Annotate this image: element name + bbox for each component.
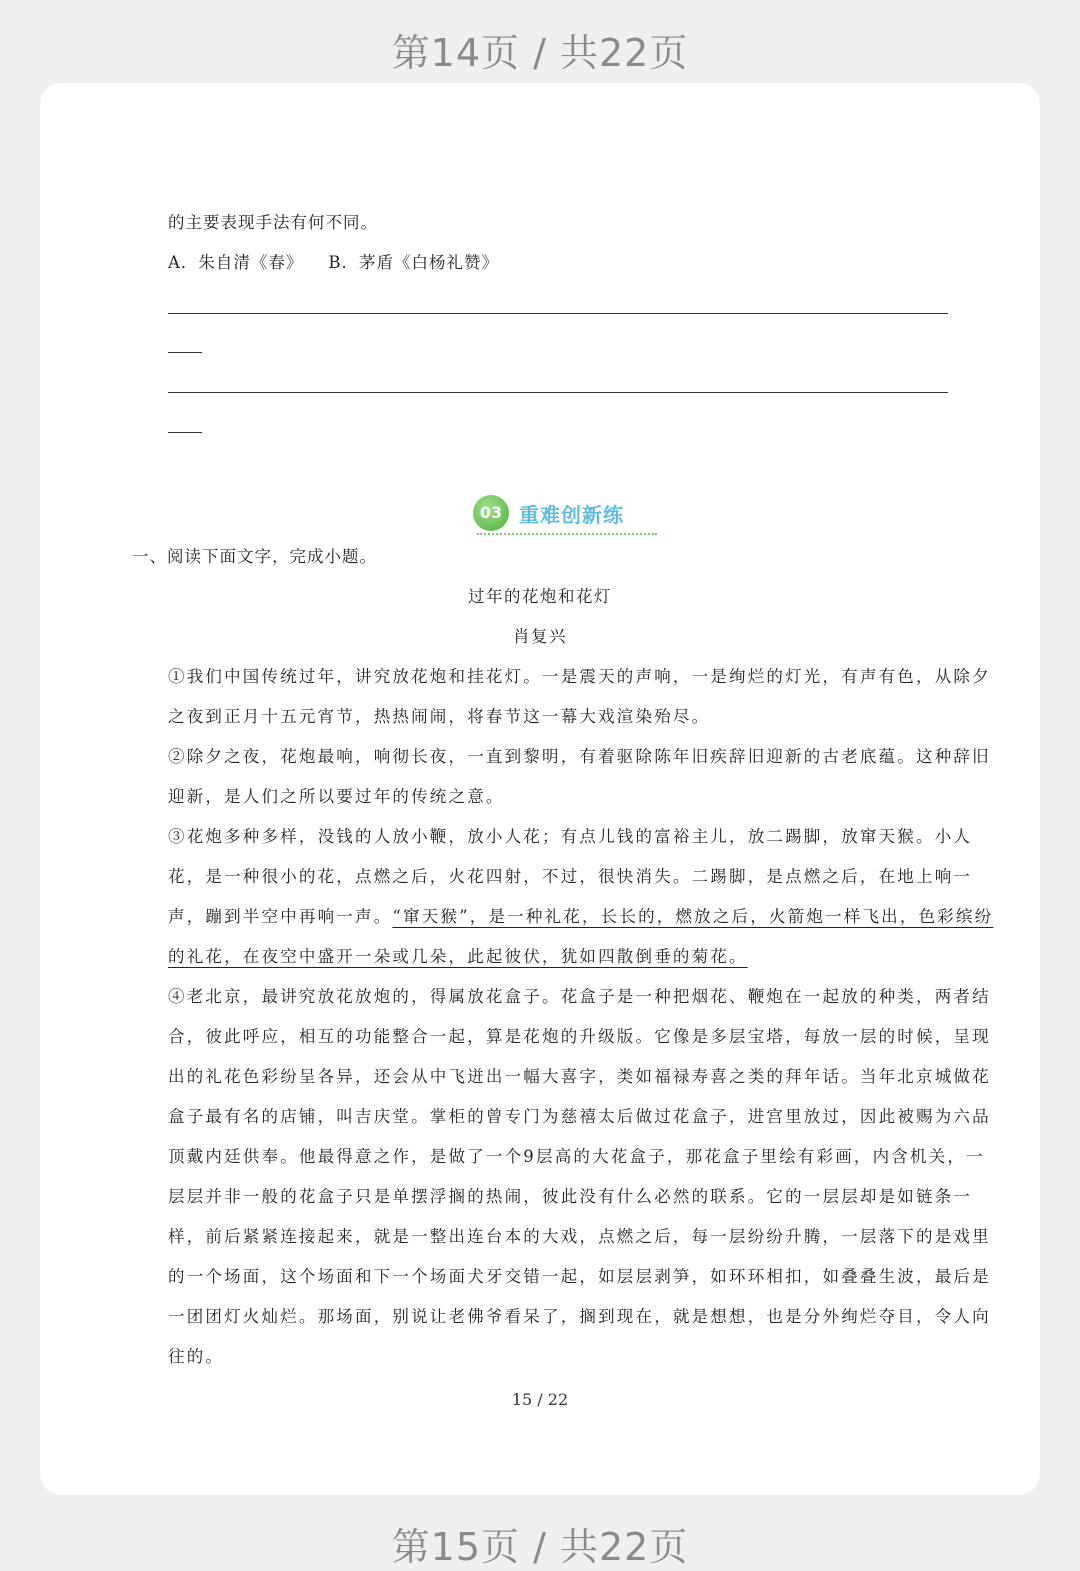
text-line: 往的。: [168, 1347, 225, 1366]
options-line: A．朱自清《春》 B．茅盾《白杨礼赞》: [168, 253, 500, 272]
text-line: 的一个场面，这个场面和下一个场面犬牙交错一起，如层层剥笋，如环环相扣，如叠叠生波，最后是: [168, 1267, 991, 1286]
answer-line-2: [168, 392, 948, 393]
section-number: 03: [473, 495, 509, 531]
text-line: 样，前后紧紧连接起来，就是一整出连台本的大戏，点燃之后，每一层纷纷升腾，一层落下的是戏里: [168, 1227, 991, 1246]
answer-line-1-end: [168, 352, 202, 353]
text-line: 盒子最有名的店铺，叫吉庆堂。掌柜的曾专门为慈禧太后做过花盒子，进宫里放过，因此被赐为六品: [168, 1107, 991, 1126]
section-title: 重难创新练: [519, 503, 624, 527]
text-line: ②除夕之夜，花炮最响，响彻长夜，一直到黎明，有着驱除陈年旧疾辞旧迎新的古老底蕴。这种辞旧: [168, 747, 991, 766]
text-line: 之夜到正月十五元宵节，热热闹闹，将春节这一幕大戏渲染殆尽。: [168, 707, 711, 726]
text-line: 一团团灯火灿烂。那场面，别说让老佛爷看呆了，搁到现在，就是想想，也是分外绚烂夺目，令人向: [168, 1307, 991, 1326]
text-line: ④老北京，最讲究放花放炮的，得属放花盒子。花盒子是一种把烟花、鞭炮在一起放的种类，两者结: [168, 987, 991, 1006]
text-line: 层层并非一般的花盒子只是单摆浮搁的热闹，彼此没有什么必然的联系。它的一层层却是如链条一: [168, 1187, 973, 1206]
answer-line-1: [168, 313, 948, 314]
page-number: 15 / 22: [511, 1390, 569, 1409]
badge-underline: [477, 533, 657, 535]
article-author: 肖复兴: [513, 627, 567, 646]
question-heading: 一、阅读下面文字，完成小题。: [132, 547, 377, 566]
document-page[interactable]: [40, 83, 1040, 1495]
answer-line-2-end: [168, 432, 202, 433]
article-title: 过年的花炮和花灯: [468, 587, 612, 606]
text-line: 出的礼花色彩纷呈各异，还会从中飞迸出一幅大喜字，类如福禄寿喜之类的拜年话。当年北京城做花: [168, 1067, 991, 1086]
text-line: 合，彼此呼应，相互的功能整合一起，算是花炮的升级版。它像是多层宝塔，每放一层的时候，呈现: [168, 1027, 991, 1046]
text-line: ③花炮多种多样，没钱的人放小鞭，放小人花；有点儿钱的富裕主儿，放二踢脚，放窜天猴。小人: [168, 827, 973, 846]
text-line: 迎新，是人们之所以要过年的传统之意。: [168, 787, 505, 806]
text-line-underlined: [168, 946, 950, 968]
page-indicator-bottom: 第15页 / 共22页: [391, 1525, 689, 1569]
text-line: 顶戴内廷供奉。他最得意之作，是做了一个9层高的大花盒子，那花盒子里绘有彩画，内含机关，一: [168, 1147, 985, 1166]
page-indicator-top: 第14页 / 共22页: [391, 31, 689, 75]
underlined-text: “窜天猴”，是一种礼花，长长的，燃放之后，火箭炮一样飞出，色彩缤纷: [392, 907, 994, 926]
text-line: 花，是一种很小的花，点燃之后，火花四射，不过，很快消失。二踢脚，是点燃之后，在地上响一: [168, 867, 973, 886]
text-line-mixed: [168, 906, 994, 928]
text-plain: 声，蹦到半空中再响一声。: [168, 907, 393, 926]
underlined-text: 的礼花，在夜空中盛开一朵或几朵，此起彼伏，犹如四散倒垂的菊花。: [168, 947, 748, 966]
intro-line: 的主要表现手法有何不同。: [168, 213, 378, 232]
section-badge: [471, 491, 661, 535]
text-line: ①我们中国传统过年，讲究放花炮和挂花灯。一是震天的声响，一是绚烂的灯光，有声有色，从除夕: [168, 667, 991, 686]
